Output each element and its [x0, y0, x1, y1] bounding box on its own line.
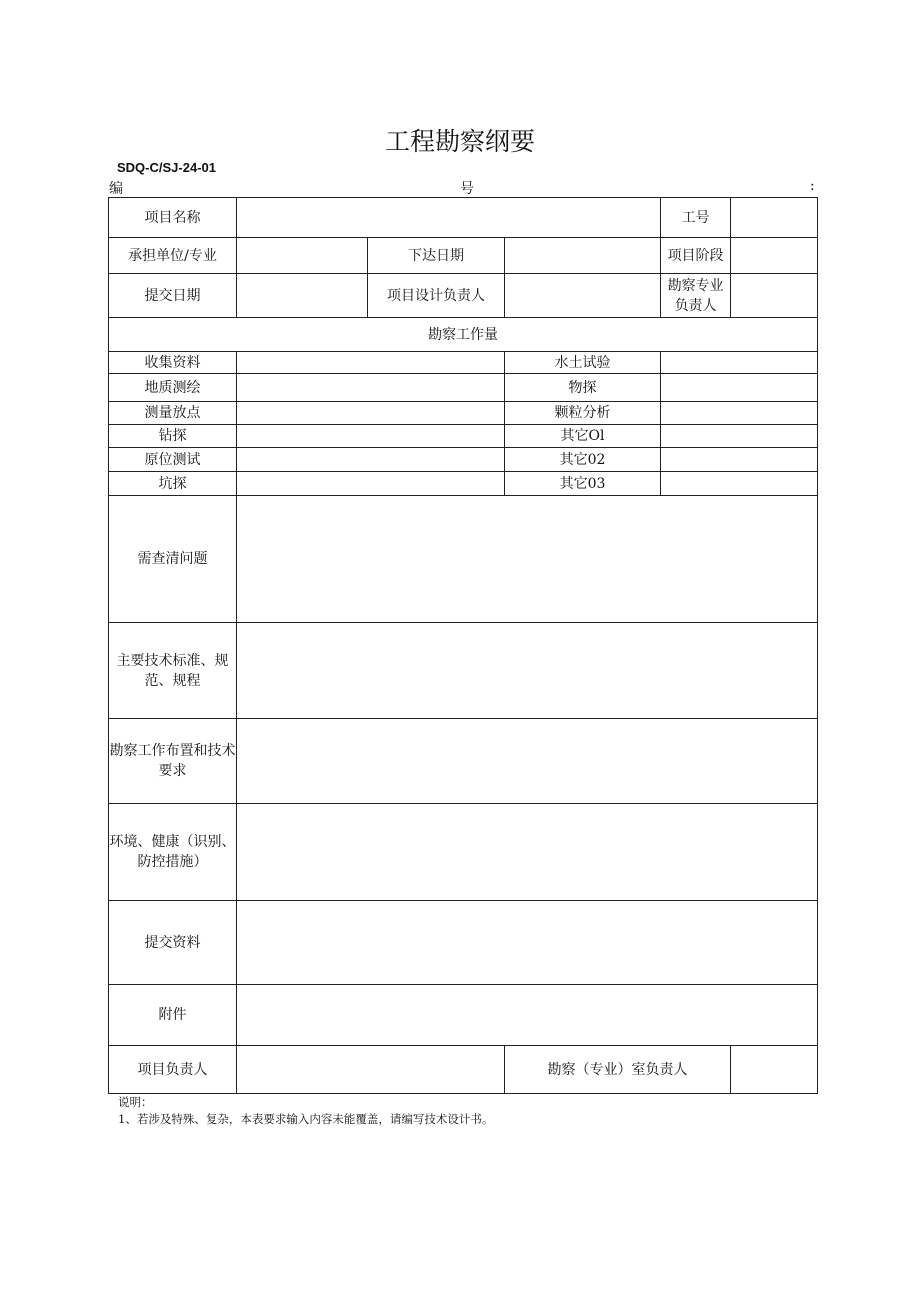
workload-row	[109, 448, 818, 472]
workload-left-label: 收集资料	[109, 352, 237, 374]
workload-right-label: 颗粒分析	[505, 402, 661, 425]
signature-row	[109, 1046, 818, 1094]
row-submit	[109, 274, 818, 318]
deliverables-label: 提交资料	[109, 901, 237, 985]
survey-lead-field[interactable]	[731, 274, 818, 318]
stage-label: 项目阶段	[661, 238, 731, 274]
issue-date-field[interactable]	[505, 238, 661, 274]
workload-left-field[interactable]	[237, 374, 505, 402]
workload-header: 勘察工作量	[109, 318, 818, 352]
project-name-field[interactable]	[237, 198, 661, 238]
standards-row	[109, 623, 818, 719]
workload-left-label: 钻探	[109, 425, 237, 448]
project-lead-field[interactable]	[237, 1046, 505, 1094]
work-no-field[interactable]	[731, 198, 818, 238]
workload-right-field[interactable]	[661, 425, 818, 448]
attachments-row	[109, 985, 818, 1046]
serial-label-left: 编	[109, 181, 123, 197]
workload-left-field[interactable]	[237, 352, 505, 374]
deliverables-field[interactable]	[237, 901, 818, 985]
workload-left-field[interactable]	[237, 425, 505, 448]
survey-outline-form	[108, 197, 818, 1094]
workload-right-field[interactable]	[661, 472, 818, 496]
dept-lead-label: 勘察（专业）室负责人	[505, 1046, 731, 1094]
ehs-label: 环境、健康（识别、防控措施）	[109, 804, 237, 901]
ehs-field[interactable]	[237, 804, 818, 901]
workload-right-field[interactable]	[661, 402, 818, 425]
design-lead-field[interactable]	[505, 274, 661, 318]
document-code: SDQ-C/SJ-24-01	[117, 160, 216, 175]
workload-right-label: 其它Ol	[505, 425, 661, 448]
workload-right-label: 其它03	[505, 472, 661, 496]
attachments-field[interactable]	[237, 985, 818, 1046]
workload-row	[109, 425, 818, 448]
workload-right-field[interactable]	[661, 374, 818, 402]
serial-label-mid: 号	[460, 181, 474, 197]
work-no-label: 工号	[661, 198, 731, 238]
stage-field[interactable]	[731, 238, 818, 274]
workload-right-label: 水土试验	[505, 352, 661, 374]
submit-date-field[interactable]	[237, 274, 368, 318]
notes-heading: 说明：	[118, 1095, 153, 1109]
serial-label-colon: :	[810, 178, 815, 194]
workload-right-field[interactable]	[661, 448, 818, 472]
workload-left-label: 原位测试	[109, 448, 237, 472]
workload-right-label: 物探	[505, 374, 661, 402]
workload-row	[109, 472, 818, 496]
notes-item-1: 1、若涉及特殊、复杂，本表要求输入内容未能覆盖，请编写技术设计书。	[118, 1112, 494, 1126]
workload-right-label: 其它02	[505, 448, 661, 472]
ehs-row	[109, 804, 818, 901]
unit-label: 承担单位/专业	[109, 238, 237, 274]
standards-field[interactable]	[237, 623, 818, 719]
workload-right-field[interactable]	[661, 352, 818, 374]
workload-row	[109, 374, 818, 402]
issue-date-label: 下达日期	[368, 238, 505, 274]
issues-row	[109, 496, 818, 623]
layout-label: 勘察工作布置和技术要求	[109, 719, 237, 804]
workload-left-field[interactable]	[237, 448, 505, 472]
row-project-name	[109, 198, 818, 238]
attachments-label: 附件	[109, 985, 237, 1046]
standards-label: 主要技术标准、规范、规程	[109, 623, 237, 719]
design-lead-label: 项目设计负责人	[368, 274, 505, 318]
workload-left-field[interactable]	[237, 402, 505, 425]
workload-left-label: 坑探	[109, 472, 237, 496]
workload-left-label: 地质测绘	[109, 374, 237, 402]
dept-lead-field[interactable]	[731, 1046, 818, 1094]
workload-row	[109, 352, 818, 374]
issues-field[interactable]	[237, 496, 818, 623]
workload-header-row	[109, 318, 818, 352]
project-lead-label: 项目负责人	[109, 1046, 237, 1094]
workload-left-label: 测量放点	[109, 402, 237, 425]
workload-left-field[interactable]	[237, 472, 505, 496]
deliverables-row	[109, 901, 818, 985]
page-title: 工程勘察纲要	[384, 127, 535, 156]
issues-label: 需查清问题	[109, 496, 237, 623]
row-unit	[109, 238, 818, 274]
survey-lead-label: 勘察专业负责人	[661, 274, 731, 318]
project-name-label: 项目名称	[109, 198, 237, 238]
layout-row	[109, 719, 818, 804]
unit-field[interactable]	[237, 238, 368, 274]
workload-row	[109, 402, 818, 425]
submit-date-label: 提交日期	[109, 274, 237, 318]
layout-field[interactable]	[237, 719, 818, 804]
